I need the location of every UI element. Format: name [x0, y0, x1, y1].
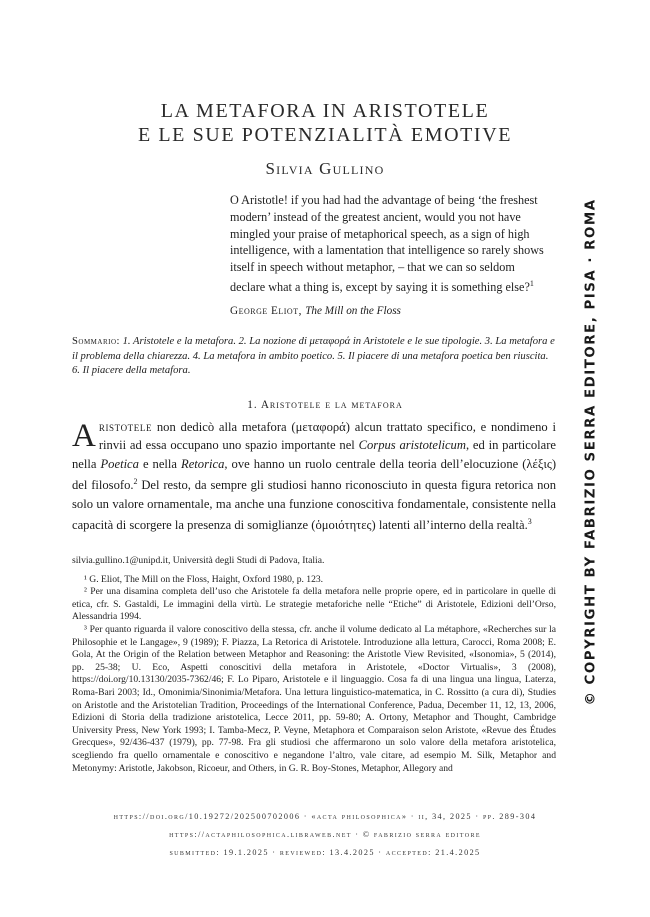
sommario [72, 335, 556, 379]
body-text-4: , ove hanno un ruolo centrale della teoria dell’elocuzione (λέξις) del filosofo. [72, 456, 557, 493]
lead-word: ristotele [98, 420, 153, 434]
author-name: Silvia Gullino [265, 159, 385, 178]
section-heading: 1. Aristotele e la metafora [247, 399, 403, 411]
sommario-text: 1. Aristotele e la metafora. 2. La nozione di μεταφορά in Aristotele e le sue tipologie. 3. La metafora e il problema della chiarezza. 4. La metafora in ambito poetico. 5. Il piacere di una metafora poetica ben riuscita. 6. Il piacere della metafora. [72, 336, 555, 377]
note-ref-2: 2 [133, 477, 138, 487]
footnote-2: ² Per una disamina completa dell’uso che Aristotele fa della metafora nelle proprie opere, ed in particolare in quelle di etica, cfr. S. Gastaldi, Le immagini della virtù. Le strategie metaforiche nelle “Etiche” di Aristotele, Edizioni dell’Orso, Alessandria 1994. [72, 586, 556, 623]
sommario-label: Sommario: [72, 336, 120, 347]
body-text-2: , ed in particolare nella [72, 438, 556, 471]
epigraph-source-author: George Eliot, [230, 305, 302, 317]
body-corpus: Corpus aristotelicum [358, 438, 466, 453]
author-email: silvia.gullino.1@unipd.it, Università degli Studi di Padova, Italia. [72, 555, 325, 566]
footnotes [72, 555, 556, 775]
epigraph-source [230, 305, 401, 317]
article-title-line1: LA METAFORA IN ARISTOTELE [160, 100, 490, 122]
copyright-sidebar [575, 198, 607, 706]
footer-doi: https://doi.org/10.19272/202500702006 · «acta philosophica» · ii, 34, 2025 · pp. 289-304 [113, 812, 537, 821]
drop-cap: A [72, 418, 96, 454]
body-text-5: Del resto, da sempre gli studiosi hanno riconosciuto in questa figura retorica non solo un valore ornamentale, ma anche una funzione conoscitiva fondamentale, consistente nella capacità di scorgere la presenza di somiglianze (ὁμοιότητες) latenti all’interno della realtà. [72, 478, 556, 533]
footnote-1: ¹ G. Eliot, The Mill on the Floss, Haight, Oxford 1980, p. 123. [84, 573, 324, 585]
note-ref-3: 3 [527, 517, 532, 527]
epigraph-text: O Aristotle! if you had had the advantage of being ‘the freshest modern’ instead of the greatest ancient, would you not have mingled your praise of metaphorical speech, as a sign of high intelligence, with a lamentation that intelligence so rarely shows itself in speech without metaphor, – that we can so seldom declare what a thing is, except by saying it is something else? [230, 193, 544, 295]
copyright-text: © COPYRIGHT BY FABRIZIO SERRA EDITORE, PISA · ROMA [583, 198, 599, 706]
body-text-1: non dedicò alla metafora (μεταφορά) alcun trattato specifico, e nondimeno i rinvii ad essa occupano uno spazio importante nel [98, 420, 556, 453]
footer-url: https://actaphilosophica.libraweb.net · © fabrizio serra editore [169, 830, 481, 839]
epigraph-note-ref: 1 [529, 278, 534, 288]
footnote-3: ³ Per quanto riguarda il valore conoscitivo della stessa, cfr. anche il volume dedicato al La métaphore, «Recherches sur la Philosophie et le Langage», 9 (1989); F. Piazza, La Retorica di Aristotele. Introduzione alla lettura, Carocci, Roma 2008; E. Gola, At the Origin of the Relation between Metaphor and Reasoning: the Aristotle View Revisited, «Isonomia», 5 (2014), pp. 25-38; U. Eco, Aspetti conoscitivi della metafora in Aristotele, «Doctor Virtualis», 3 (2008), https://doi.org/10.13130/2035-7362/46; F. Lo Piparo, Aristotele e il linguaggio. Cosa fa di una lingua una lingua, Laterza, Roma-Bari 2003; Id., Omonimia/Sinonimia/Metafora. Una lettura linguistico-matematica, in C. Rossitto (a cura di), Studies on Aristotle and the Aristotelian Tradition, Proceedings of the International Conference, Padua, December 11, 12, 13, 2006, Edizioni di Storia della tradizione aristotelica, Lecce 2011, pp. 59-80; A. Ortony, Metaphor and Thought, Cambridge University Press, New York 1993; I. Tamba-Mecz, P. Veyne, Metaphora et Comparaison selon Aristote, «Revue des Études Grecques», 92/436-437 (1979), pp. 77-98. Fra gli studiosi che affermarono un solo valore della metafora aristotelica, scegliendo fra quello ornamentale e conoscitivo e negandone l’altro, vale citare, ad esempio M. Silk, Metaphor and Metonymy: Aristotle, Jakobson, Ricoeur, and Others, in G. R. Boy-Stones, Metaphor, Allegory and [72, 623, 556, 774]
body-paragraph [72, 418, 556, 535]
body-text-3: e nella [138, 456, 182, 471]
epigraph [230, 192, 548, 296]
body-retorica: Retorica [181, 456, 225, 471]
footer-dates: submitted: 19.1.2025 · reviewed: 13.4.2025 · accepted: 21.4.2025 [169, 848, 481, 857]
epigraph-source-title: The Mill on the Floss [305, 305, 401, 317]
article-title-line2: E LE SUE POTENZIALITÀ EMOTIVE [137, 124, 513, 146]
body-poetica: Poetica [100, 456, 139, 471]
